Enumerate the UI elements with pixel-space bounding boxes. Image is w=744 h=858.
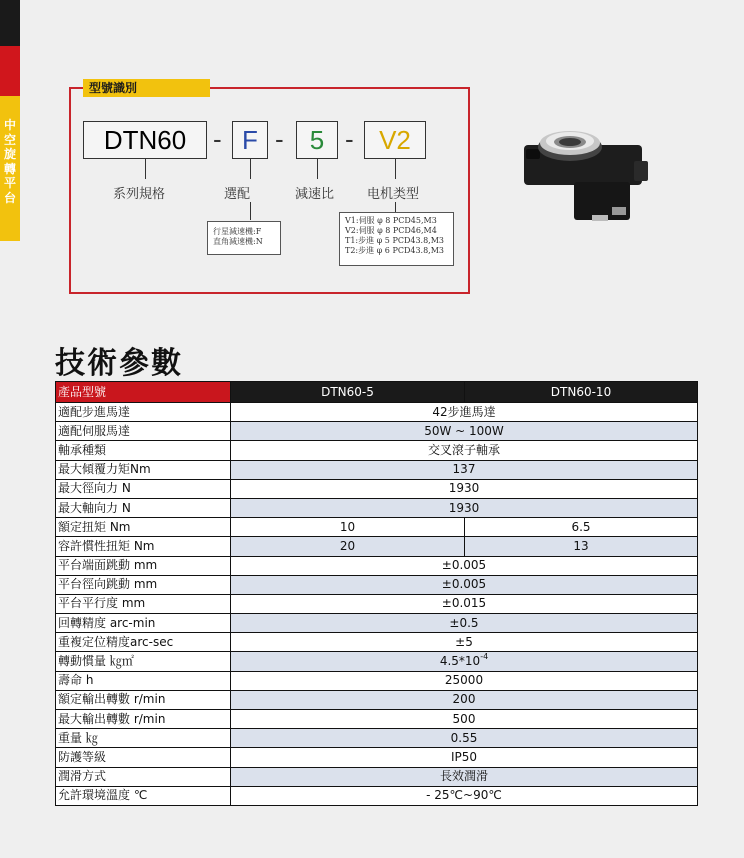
- row-label: 重複定位精度arc-sec: [56, 633, 231, 652]
- table-row: [56, 767, 698, 786]
- code-series: DTN60: [83, 121, 207, 159]
- model-tag: 型號識別: [83, 79, 210, 97]
- reducer-option: 行星減速機:F: [213, 227, 262, 236]
- code-ratio: 5: [296, 121, 338, 159]
- connector-line: [395, 159, 396, 179]
- sidebar-band-black: [0, 0, 20, 46]
- row-label: 額定扭矩 Nm: [56, 518, 231, 537]
- row-value: ±0.005: [231, 575, 698, 594]
- row-value: 1930: [231, 479, 698, 498]
- table-row: [56, 537, 698, 556]
- row-value: ±0.5: [231, 614, 698, 633]
- code-dash-3: -: [345, 124, 354, 154]
- row-label: 軸承種類: [56, 441, 231, 460]
- table-row: [56, 729, 698, 748]
- table-row: [56, 518, 698, 537]
- sidebar-label: 中 空 旋 轉 平 台: [3, 118, 16, 205]
- table-row: [56, 786, 698, 805]
- product-image: [522, 127, 652, 227]
- row-label: 平台平行度 mm: [56, 594, 231, 613]
- motor-option: V1:伺服 φ 8 PCD45,M3: [345, 216, 437, 225]
- table-row: [56, 556, 698, 575]
- row-label: 最大輸出轉數 r/min: [56, 710, 231, 729]
- row-value: 137: [231, 460, 698, 479]
- row-value: ±0.005: [231, 556, 698, 575]
- row-value: 200: [231, 690, 698, 709]
- section-title: 技術參數: [55, 346, 183, 381]
- row-label: 容許慣性扭矩 Nm: [56, 537, 231, 556]
- row-label: 防護等級: [56, 748, 231, 767]
- label-ratio: 減速比: [295, 187, 335, 202]
- table-row: [56, 594, 698, 613]
- table-row: [56, 690, 698, 709]
- row-label: 潤滑方式: [56, 767, 231, 786]
- row-label: 最大傾覆力矩Nm: [56, 460, 231, 479]
- row-value: 1930: [231, 498, 698, 517]
- table-row: [56, 460, 698, 479]
- reducer-options-box: [207, 221, 281, 255]
- motor-option: T1:步進 φ 5 PCD43.8,M3: [345, 236, 444, 245]
- row-value: [231, 652, 698, 671]
- row-value: 長效潤滑: [231, 767, 698, 786]
- label-series: 系列規格: [113, 187, 166, 202]
- row-label: 重量 ㎏: [56, 729, 231, 748]
- row-value-dtn60-5: 20: [231, 537, 465, 556]
- row-label: 壽命 h: [56, 671, 231, 690]
- row-label: 適配步進馬達: [56, 403, 231, 422]
- row-value: ±5: [231, 633, 698, 652]
- row-value-dtn60-5: 10: [231, 518, 465, 537]
- motor-options-box: [339, 212, 454, 266]
- table-body: [56, 403, 698, 806]
- label-motor: 电机类型: [367, 187, 420, 202]
- row-label: 額定輸出轉數 r/min: [56, 690, 231, 709]
- row-label: 轉動慣量 ㎏㎡: [56, 652, 231, 671]
- table-row: [56, 614, 698, 633]
- table-row: [56, 710, 698, 729]
- table-row: [56, 441, 698, 460]
- row-value: 0.55: [231, 729, 698, 748]
- code-dash-1: -: [213, 124, 222, 154]
- connector-line: [317, 159, 318, 179]
- row-label: 平台徑向跳動 mm: [56, 575, 231, 594]
- code-option: F: [232, 121, 268, 159]
- row-label: 適配伺服馬達: [56, 422, 231, 441]
- row-value-dtn60-10: 13: [465, 537, 698, 556]
- table-row: [56, 403, 698, 422]
- row-value: 交叉滾子軸承: [231, 441, 698, 460]
- row-value: IP50: [231, 748, 698, 767]
- table-row: [56, 671, 698, 690]
- header-dtn60-5: DTN60-5: [231, 382, 465, 403]
- table-row: [56, 422, 698, 441]
- motor-option: V2:伺服 φ 8 PCD46,M4: [345, 226, 437, 235]
- code-motor: V2: [364, 121, 426, 159]
- label-option: 選配: [224, 187, 251, 202]
- connector-line: [145, 159, 146, 179]
- sidebar-band-red: [0, 46, 20, 96]
- motor-option: T2:步進 φ 6 PCD43.8,M3: [345, 246, 444, 255]
- spec-table: [55, 381, 698, 806]
- table-row: [56, 575, 698, 594]
- table-row: [56, 748, 698, 767]
- row-value-base: 4.5*10: [439, 654, 481, 669]
- row-value: 500: [231, 710, 698, 729]
- header-dtn60-10: DTN60-10: [465, 382, 698, 403]
- row-label: 最大徑向力 N: [56, 479, 231, 498]
- row-value: 25000: [231, 671, 698, 690]
- code-dash-2: -: [275, 124, 284, 154]
- row-value-exponent: -4: [480, 652, 489, 662]
- header-model: 產品型號: [56, 382, 231, 403]
- row-label: 最大軸向力 N: [56, 498, 231, 517]
- row-value: - 25℃~90℃: [231, 786, 698, 805]
- row-value: ±0.015: [231, 594, 698, 613]
- row-label: 允許環境溫度 ℃: [56, 786, 231, 805]
- connector-line: [250, 202, 251, 220]
- table-row: [56, 633, 698, 652]
- row-value: 50W ~ 100W: [231, 422, 698, 441]
- table-row: [56, 652, 698, 671]
- row-label: 平台端面跳動 mm: [56, 556, 231, 575]
- row-value-dtn60-10: 6.5: [465, 518, 698, 537]
- connector-line: [395, 202, 396, 212]
- reducer-option: 直角減速機:N: [213, 237, 263, 246]
- row-value: 42步進馬達: [231, 403, 698, 422]
- connector-line: [250, 159, 251, 179]
- table-row: [56, 479, 698, 498]
- table-row: [56, 498, 698, 517]
- row-label: 回轉精度 arc-min: [56, 614, 231, 633]
- table-header-row: [56, 382, 698, 403]
